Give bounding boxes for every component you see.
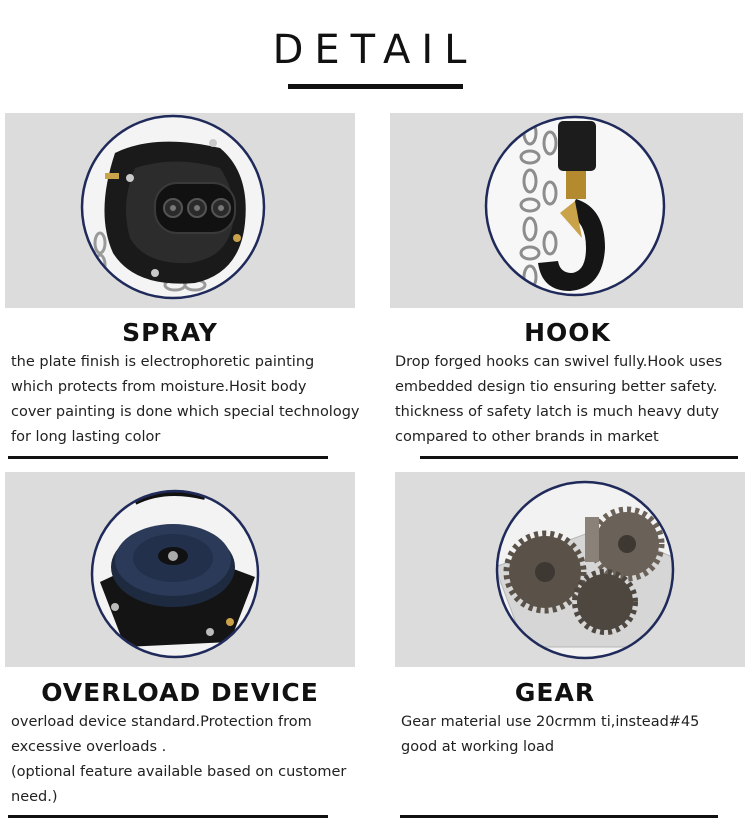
hook-and-chain-photo-icon: [390, 113, 743, 308]
gear-image-panel: [395, 472, 745, 667]
hook-title: HOOK: [524, 318, 611, 347]
overload-desc-line-3: (optional feature available based on customer: [11, 764, 347, 780]
overload-device-divider: [8, 815, 328, 818]
spray-desc-line-3: cover painting is done which special technology: [11, 404, 360, 420]
spray-desc-line-1: the plate finish is electrophoretic painting: [11, 354, 315, 370]
gear-desc-line-1: Gear material use 20crmm ti,instead#45: [401, 714, 700, 730]
hook-desc-line-2: embedded design tio ensuring better safety.: [395, 379, 718, 395]
gear-description: [401, 710, 746, 760]
overload-device-title: OVERLOAD DEVICE: [41, 678, 319, 707]
overload-desc-line-2: excessive overloads .: [11, 739, 167, 755]
hook-desc-line-4: compared to other brands in market: [395, 429, 659, 445]
hook-image-panel: [390, 113, 743, 308]
spray-title: SPRAY: [122, 318, 218, 347]
overload-desc-line-1: overload device standard.Protection from: [11, 714, 312, 730]
title-underline: [288, 84, 463, 89]
gear-divider: [400, 815, 718, 818]
gear-title: GEAR: [514, 678, 596, 707]
page-title: DETAIL: [272, 27, 478, 73]
hook-divider: [420, 456, 738, 459]
spray-description: [11, 350, 381, 450]
chain-hoist-cover-photo-icon: [5, 113, 355, 308]
overload-image-panel: [5, 472, 355, 667]
overload-desc-line-4: need.): [11, 789, 58, 805]
hook-desc-line-3: thickness of safety latch is much heavy duty: [395, 404, 720, 420]
gear-assembly-photo-icon: [395, 472, 745, 667]
overload-device-description: [11, 710, 381, 810]
hook-description: [395, 350, 745, 450]
hook-desc-line-1: Drop forged hooks can swivel fully.Hook uses: [395, 354, 723, 370]
spray-desc-line-4: for long lasting color: [11, 429, 161, 445]
gear-desc-line-2: good at working load: [401, 739, 555, 755]
spray-divider: [8, 456, 328, 459]
spray-image-panel: [5, 113, 355, 308]
spray-desc-line-2: which protects from moisture.Hosit body: [11, 379, 307, 395]
overload-clutch-photo-icon: [5, 472, 355, 667]
